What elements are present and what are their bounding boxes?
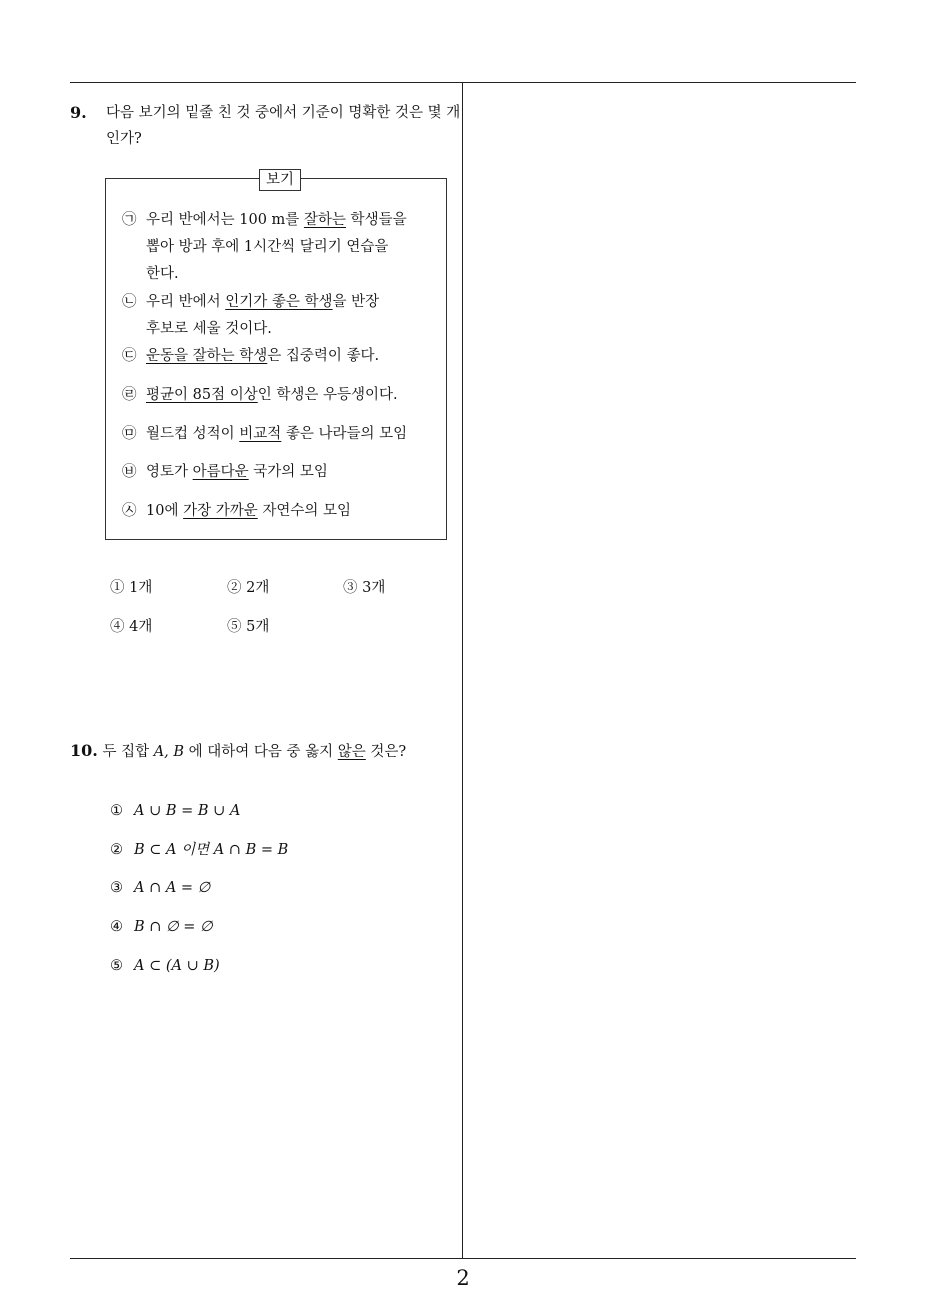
- example-box-title: 보기: [259, 169, 301, 191]
- item-text: 국가의 모임: [248, 464, 328, 480]
- item-text: 한다.: [146, 266, 179, 282]
- item-text: 월드컵 성적이: [146, 426, 240, 442]
- item-text: 인 학생은 우등생이다.: [257, 387, 398, 403]
- choice-mark: ①: [110, 803, 123, 819]
- underlined-phrase: 평균이 85점 이상: [146, 387, 258, 403]
- page-number: 2: [456, 1266, 470, 1290]
- question-text: 에 대하여 다음 중 옳지: [184, 744, 338, 760]
- item-text: 학생들을: [345, 212, 407, 228]
- q10-choice-3[interactable]: [110, 878, 210, 898]
- item-mark: ㉥: [122, 464, 137, 480]
- choice-mark: ③: [110, 880, 123, 896]
- choice-mark: ②: [110, 842, 123, 858]
- choice-expression: A ∪ B = B ∪ A: [134, 803, 241, 819]
- top-rule: [70, 82, 856, 83]
- q9-choice-3[interactable]: ③ 3개: [343, 580, 386, 596]
- q10-choice-4[interactable]: [110, 917, 213, 937]
- q9-choice-2[interactable]: ② 2개: [227, 580, 270, 596]
- question-text: 두 집합: [102, 744, 154, 760]
- example-item-f: [122, 459, 432, 486]
- choice-expression: B ∩ ∅ = ∅: [134, 919, 213, 935]
- question-number: 10.: [70, 741, 98, 760]
- item-text: 우리 반에서는 100 m를: [146, 212, 304, 228]
- q9-choice-5[interactable]: ⑤ 5개: [227, 619, 270, 635]
- choice-expression: A ∩ A = ∅: [134, 880, 211, 896]
- q9-choice-4[interactable]: ④ 4개: [110, 619, 153, 635]
- item-text: 은 집중력이 좋다.: [267, 348, 380, 364]
- underlined-phrase: 운동을 잘하는 학생: [146, 348, 268, 364]
- item-mark: ㉦: [122, 503, 137, 519]
- underlined-phrase: 비교적: [239, 426, 282, 442]
- item-text: 을 반장: [332, 294, 380, 310]
- item-mark: ㉤: [122, 426, 137, 442]
- example-item-a: [122, 207, 432, 288]
- underlined-phrase: 가장 가까운: [183, 503, 258, 519]
- item-text: 좋은 나라들의 모임: [281, 426, 408, 442]
- column-divider: [462, 82, 463, 1258]
- item-text: 우리 반에서: [146, 294, 226, 310]
- q10-choice-1[interactable]: [110, 801, 240, 821]
- item-text: 10에: [146, 503, 184, 519]
- question-text: 것은?: [365, 744, 407, 760]
- item-mark: ㉡: [122, 294, 137, 310]
- example-item-c: [122, 343, 432, 370]
- item-mark: ㉠: [122, 212, 137, 228]
- question-text: 다음 보기의 밑줄 친 것 중에서 기준이 명확한 것은 몇 개인가?: [106, 105, 461, 147]
- example-item-d: [122, 382, 432, 409]
- item-text: 뽑아 방과 후에 1시간씩 달리기 연습을: [146, 239, 389, 255]
- choice-expression: B ⊂ A 이면 A ∩ B = B: [134, 842, 289, 858]
- q10-choice-5[interactable]: [110, 956, 220, 976]
- example-item-b: [122, 289, 432, 343]
- choice-expression: A ⊂ (A ∪ B): [134, 958, 220, 974]
- example-item-g: [122, 498, 432, 525]
- question-number: 9.: [70, 103, 87, 122]
- q9-choice-1[interactable]: ① 1개: [110, 580, 153, 596]
- underlined-phrase: 인기가 좋은 학생: [225, 294, 333, 310]
- item-text: 자연수의 모임: [257, 503, 351, 519]
- example-box: [105, 172, 447, 540]
- choice-mark: ④: [110, 919, 123, 935]
- choice-mark: ⑤: [110, 958, 123, 974]
- underlined-phrase: 아름다운: [192, 464, 249, 480]
- question-10: [70, 738, 460, 765]
- q10-choice-2[interactable]: [110, 840, 288, 860]
- underlined-phrase: 잘하는: [303, 212, 346, 228]
- underlined-phrase: 않은: [337, 744, 366, 760]
- bottom-rule: [70, 1258, 856, 1259]
- item-text: 후보로 세울 것이다.: [146, 321, 272, 337]
- item-mark: ㉣: [122, 387, 137, 403]
- item-mark: ㉢: [122, 348, 137, 364]
- question-math: A, B: [153, 744, 185, 760]
- item-text: 영토가: [146, 464, 193, 480]
- example-item-e: [122, 421, 432, 448]
